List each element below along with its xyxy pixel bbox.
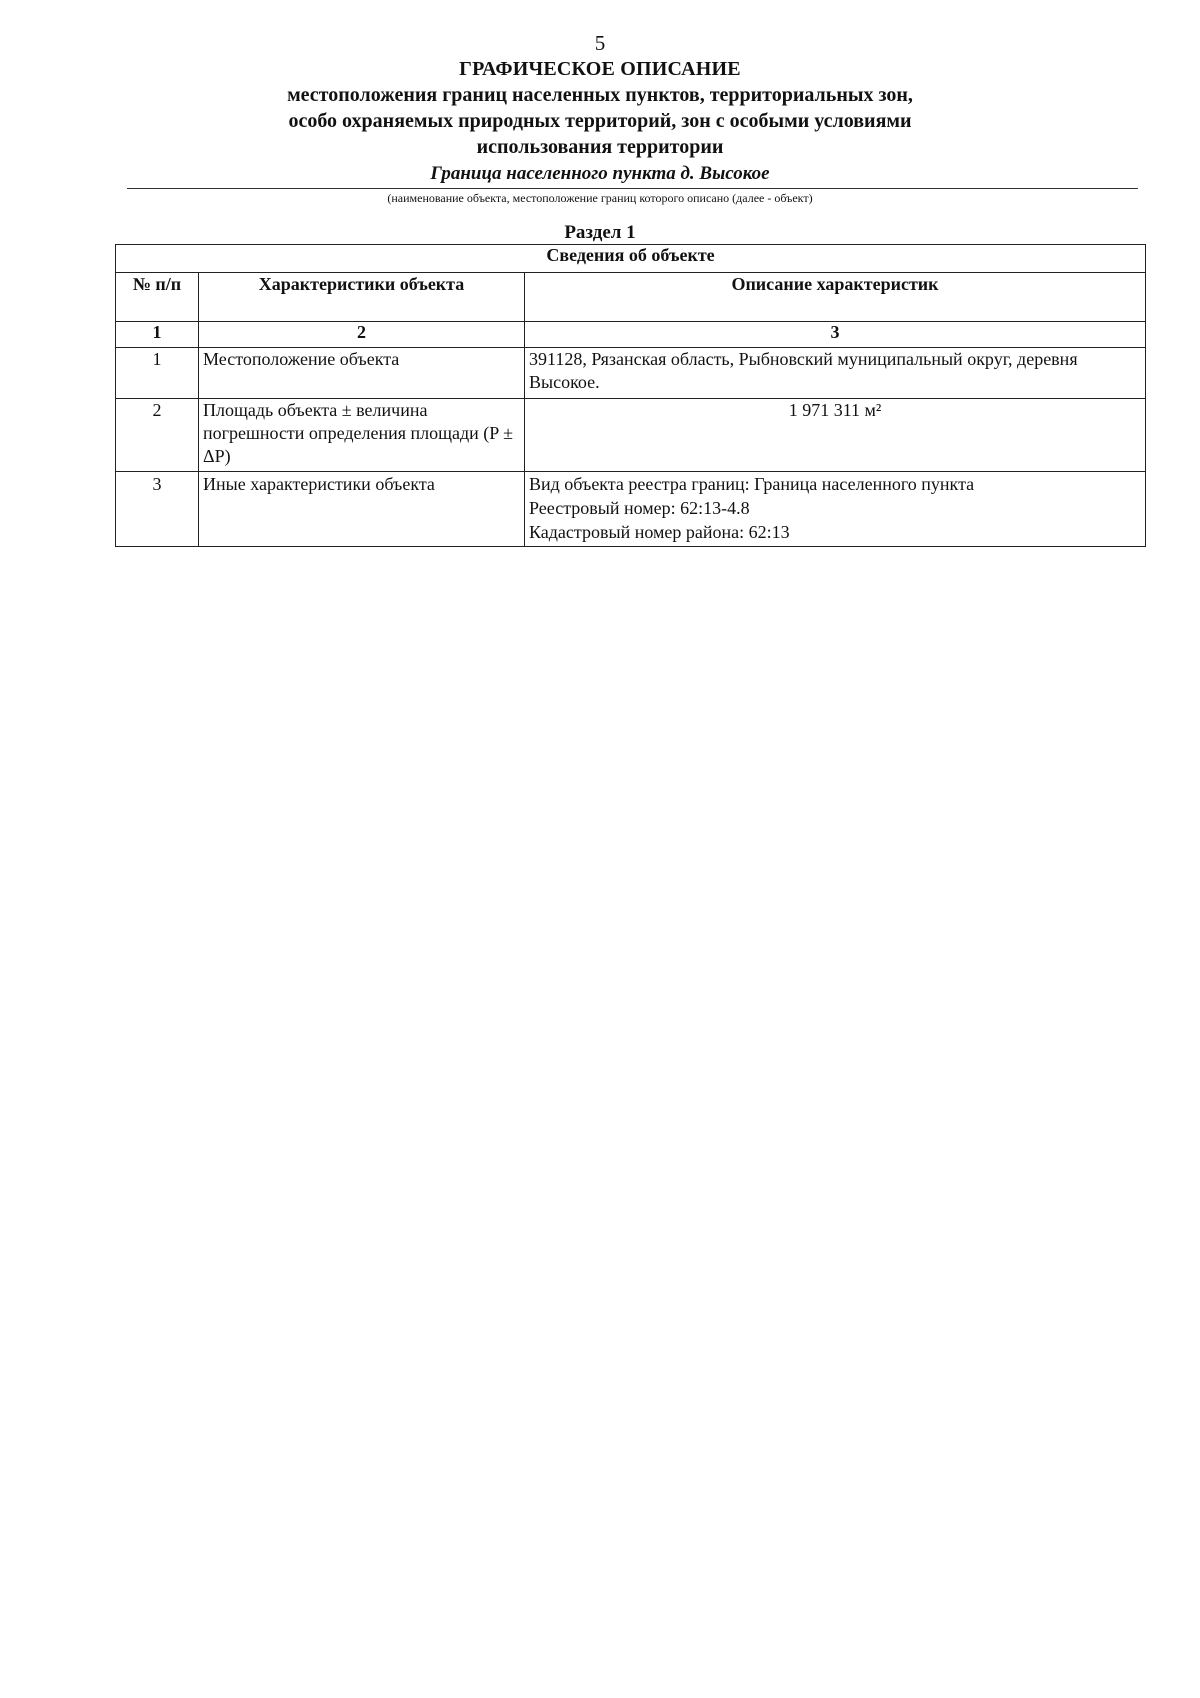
table-caption: Сведения об объекте xyxy=(116,245,1146,273)
table-caption-row xyxy=(116,245,1146,273)
object-name-underline xyxy=(127,188,1138,189)
row-characteristic: Местоположение объекта xyxy=(199,348,525,399)
row-description xyxy=(525,472,1146,547)
description-line: Реестровый номер: 62:13-4.8 xyxy=(529,498,750,518)
table-row xyxy=(116,348,1146,399)
row-index: 3 xyxy=(116,472,199,547)
table-header-row xyxy=(116,273,1146,322)
row-description: 1 971 311 м² xyxy=(525,399,1146,472)
column-number: 2 xyxy=(199,322,525,348)
column-header-characteristic: Характеристики объекта xyxy=(199,273,525,322)
row-index: 2 xyxy=(116,399,199,472)
row-description: 391128, Рязанская область, Рыбновский муниципальный округ, деревня Высокое. xyxy=(525,348,1146,399)
table-column-numbers-row xyxy=(116,322,1146,348)
object-info-table xyxy=(115,244,1146,547)
description-line: Кадастровый номер района: 62:13 xyxy=(529,522,790,542)
column-header-index: № п/п xyxy=(116,273,199,322)
column-header-description: Описание характеристик xyxy=(525,273,1146,322)
column-number: 1 xyxy=(116,322,199,348)
section-title: Раздел 1 xyxy=(564,222,636,243)
object-name: Граница населенного пункта д. Высокое xyxy=(430,163,770,184)
table-row xyxy=(116,399,1146,472)
row-index: 1 xyxy=(116,348,199,399)
table-row xyxy=(116,472,1146,547)
object-caption: (наименование объекта, местоположение границ которого описано (далее - объект) xyxy=(387,191,813,205)
page-number: 5 xyxy=(594,31,606,55)
title-block xyxy=(0,56,1200,160)
row-characteristic: Площадь объекта ± величина погрешности определения площади (P ± ΔP) xyxy=(199,399,525,472)
document-title: ГРАФИЧЕСКОЕ ОПИСАНИЕ xyxy=(459,58,741,80)
description-line: Вид объекта реестра границ: Граница населенного пункта xyxy=(529,474,975,494)
row-characteristic: Иные характеристики объекта xyxy=(199,472,525,547)
column-number: 3 xyxy=(525,322,1146,348)
document-subtitle: местоположения границ населенных пунктов, территориальных зон, особо охраняемых природных территорий, зон с особыми условиями использования территории xyxy=(287,84,913,158)
